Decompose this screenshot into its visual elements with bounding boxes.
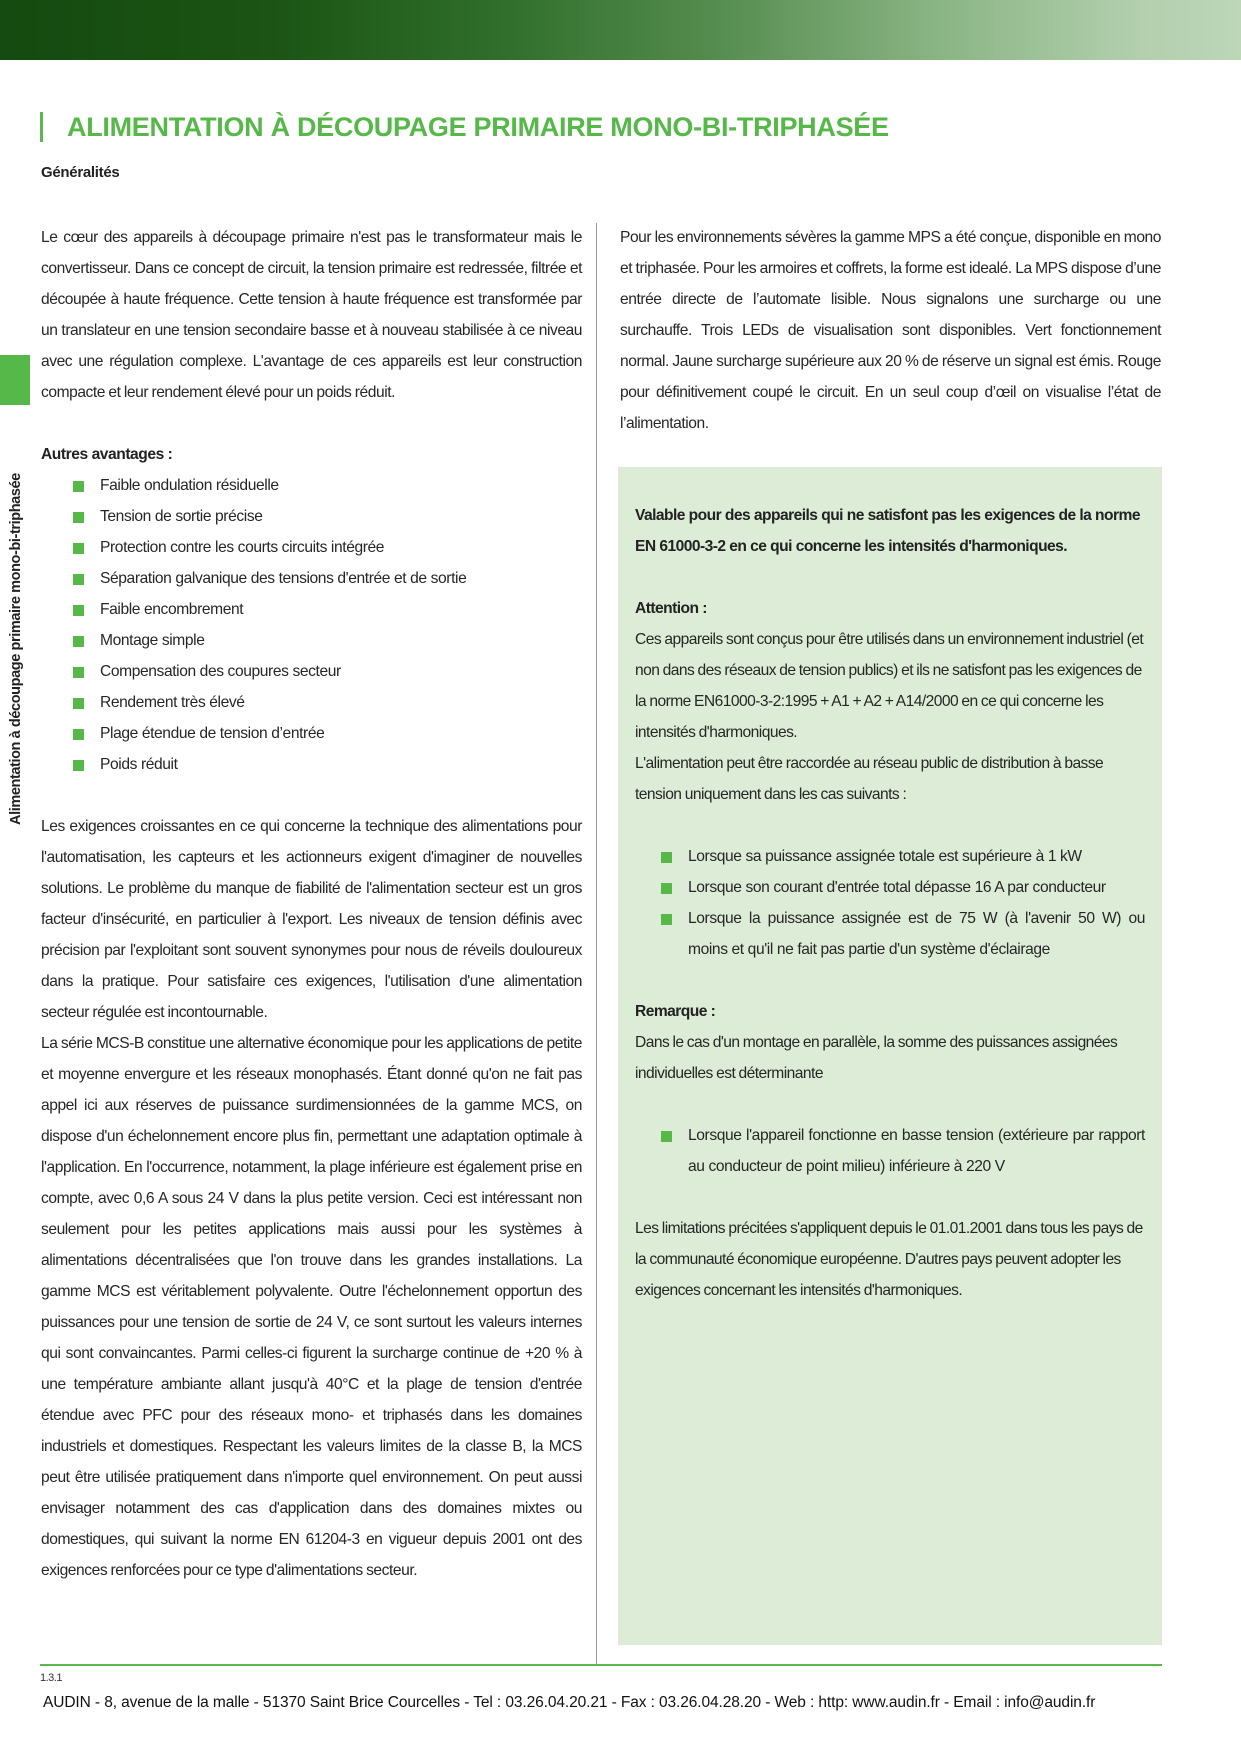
square-bullet-icon xyxy=(73,729,84,740)
square-bullet-icon xyxy=(661,1131,672,1142)
mcs-series-paragraph: La série MCS-B constitue une alternative économique pour les applications de petite et moyenne envergure et les réseaux monophasés. Étant donné qu'on ne fait pas appel ici aux réserves de puissance surdimensionnées de la gamme MCS, on dispose d'un échelonnement encore plus fin, permettant une adaptation optimale à l'application. En l'occurrence, notamment, la plage inférieure est également prise en compte, avec 0,6 A sous 24 V dans la plus petite version. Ceci est intéressant non seulement pour les petites applications mais aussi pour les systèmes à alimentations décentralisées que l'on trouve dans les grandes installations. La gamme MCS est véritablement polyvalente. Outre l'échelonnement opportun des puissances pour une tension de sortie de 24 V, ce sont surtout les valeurs internes qui sont convaincantes. Parmi celles-ci figurent la surcharge continue de +20 % à une température ambiante allant jusqu'à 40°C et la plage de tension d'entrée étendue avec PFC pour des réseaux mono- et triphasés dans les domaines industriels et domestiques. Respectant les valeurs limites de la classe B, la MCS peut être utilisée pratiquement dans n'importe quel environnement. On peut aussi envisager notamment des cas d'application dans des domaines mixtes ou domestiques, qui suivant la norme EN 61204-3 en vigueur depuis 2001 ont des exigences renforcées pour ce type d'alimentations secteur. xyxy=(41,1035,582,1579)
notice-heading: Valable pour des appareils qui ne satisfont pas les exigences de la norme EN 61000-3-2 en ce qui concerne les intensités d'harmoniques. xyxy=(635,507,1140,555)
column-divider xyxy=(596,223,597,1666)
square-bullet-icon xyxy=(73,698,84,709)
list-item: Lorsque l'appareil fonctionne en basse tension (extérieure par rapport au conducteur de point milieu) inférieure à 220 V xyxy=(635,1120,1145,1182)
square-bullet-icon xyxy=(661,852,672,863)
title-accent-bar xyxy=(40,112,43,142)
title-row xyxy=(40,110,889,144)
harmonics-notice-box xyxy=(618,467,1162,1645)
square-bullet-icon xyxy=(73,760,84,771)
connection-cases-list xyxy=(635,841,1145,965)
list-item: Faible encombrement xyxy=(41,594,582,625)
list-item: Lorsque son courant d'entrée total dépasse 16 A par conducteur xyxy=(635,872,1145,903)
header-gradient-band xyxy=(0,0,1241,60)
footer-contact: AUDIN - 8, avenue de la malle - 51370 Saint Brice Courcelles - Tel : 03.26.04.20.21 - Fax : 03.26.04.28.20 - Web : http: www.audin.fr - Email : info@audin.fr xyxy=(43,1694,1096,1711)
section-heading: Généralités xyxy=(41,164,120,181)
square-bullet-icon xyxy=(73,667,84,678)
page-title: ALIMENTATION À DÉCOUPAGE PRIMAIRE MONO-BI-TRIPHASÉE xyxy=(67,111,889,142)
list-item: Protection contre les courts circuits intégrée xyxy=(41,532,582,563)
square-bullet-icon xyxy=(73,543,84,554)
remark-label: Remarque : xyxy=(635,1003,716,1020)
advantages-heading: Autres avantages : xyxy=(41,446,173,463)
square-bullet-icon xyxy=(661,883,672,894)
square-bullet-icon xyxy=(73,574,84,585)
square-bullet-icon xyxy=(661,914,672,925)
list-item: Montage simple xyxy=(41,625,582,656)
list-item: Poids réduit xyxy=(41,749,582,780)
attention-label: Attention : xyxy=(635,600,707,617)
mps-paragraph: Pour les environnements sévères la gamme MPS a été conçue, disponible en mono et triphasée. Pour les armoires et coffrets, la forme est idealé. La MPS dispose d’une entrée directe de l’automate lisible. Nous signalons une surcharge ou une surchauffe. Trois LEDs de visualisation sont disponibles. Vert fonctionnement normal. Jaune surcharge supérieure aux 20 % de réserve un signal est émis. Rouge pour définitivement coupé le circuit. En un seul coup d’œil on visualise l’état de l’alimentation. xyxy=(620,229,1161,432)
attention-text: Ces appareils sont conçus pour être utilisés dans un environnement industriel (et non dans des réseaux de tension publics) et ils ne satisfont pas les exigences de la norme EN61000-3-2:1995 + A1 + A2 + A14/2000 en ce qui concerne les intensités d'harmoniques. xyxy=(635,631,1144,741)
requirements-paragraph: Les exigences croissantes en ce qui concerne la technique des alimentations pour l'automatisation, les capteurs et les actionneurs exigent d'imaginer de nouvelles solutions. Le problème du manque de fiabilité de l'alimentation secteur est un gros facteur d'insécurité, en particulier à l'export. Les niveaux de tension définis avec précision par l'exploitant sont souvent synonymes pour nous de réveils douloureux dans la pratique. Pour satisfaire ces exigences, l'utilisation d'une alimentation secteur régulée est incontournable. xyxy=(41,818,582,1021)
advantages-list xyxy=(41,470,582,780)
remark-cases-list xyxy=(635,1120,1145,1182)
list-item: Lorsque sa puissance assignée totale est supérieure à 1 kW xyxy=(635,841,1145,872)
chapter-tab-marker xyxy=(0,355,30,405)
side-chapter-label: Alimentation à découpage primaire mono-bi-triphasée xyxy=(8,473,24,825)
page-number: 1.3.1 xyxy=(40,1672,62,1684)
closing-text: Les limitations précitées s'appliquent depuis le 01.01.2001 dans tous les pays de la communauté économique européenne. D'autres pays peuvent adopter les exigences concernant les intensités d'harmoniques. xyxy=(635,1220,1143,1299)
remark-text: Dans le cas d'un montage en parallèle, la somme des puissances assignées individuelles est déterminante xyxy=(635,1034,1118,1082)
square-bullet-icon xyxy=(73,605,84,616)
list-item: Séparation galvanique des tensions d'entrée et de sortie xyxy=(41,563,582,594)
attention-text-2: L'alimentation peut être raccordée au réseau public de distribution à basse tension uniquement dans les cas suivants : xyxy=(635,755,1104,803)
list-item: Lorsque la puissance assignée est de 75 W (à l'avenir 50 W) ou moins et qu'il ne fait pas partie d'un système d'éclairage xyxy=(635,903,1145,965)
list-item: Faible ondulation résiduelle xyxy=(41,470,582,501)
list-item: Tension de sortie précise xyxy=(41,501,582,532)
left-column xyxy=(41,222,582,1586)
list-item: Rendement très élevé xyxy=(41,687,582,718)
right-column xyxy=(620,222,1161,439)
list-item: Compensation des coupures secteur xyxy=(41,656,582,687)
square-bullet-icon xyxy=(73,512,84,523)
list-item: Plage étendue de tension d’entrée xyxy=(41,718,582,749)
square-bullet-icon xyxy=(73,481,84,492)
intro-paragraph: Le cœur des appareils à découpage primaire n'est pas le transformateur mais le convertisseur. Dans ce concept de circuit, la tension primaire est redressée, filtrée et découpée à haute fréquence. Cette tension à haute fréquence est transformée par un translateur en une tension secondaire basse et à nouveau stabilisée à ce niveau avec une régulation complexe. L'avantage de ces appareils est leur construction compacte et leur rendement élevé pour un poids réduit. xyxy=(41,229,582,401)
square-bullet-icon xyxy=(73,636,84,647)
footer-rule xyxy=(40,1664,1162,1666)
